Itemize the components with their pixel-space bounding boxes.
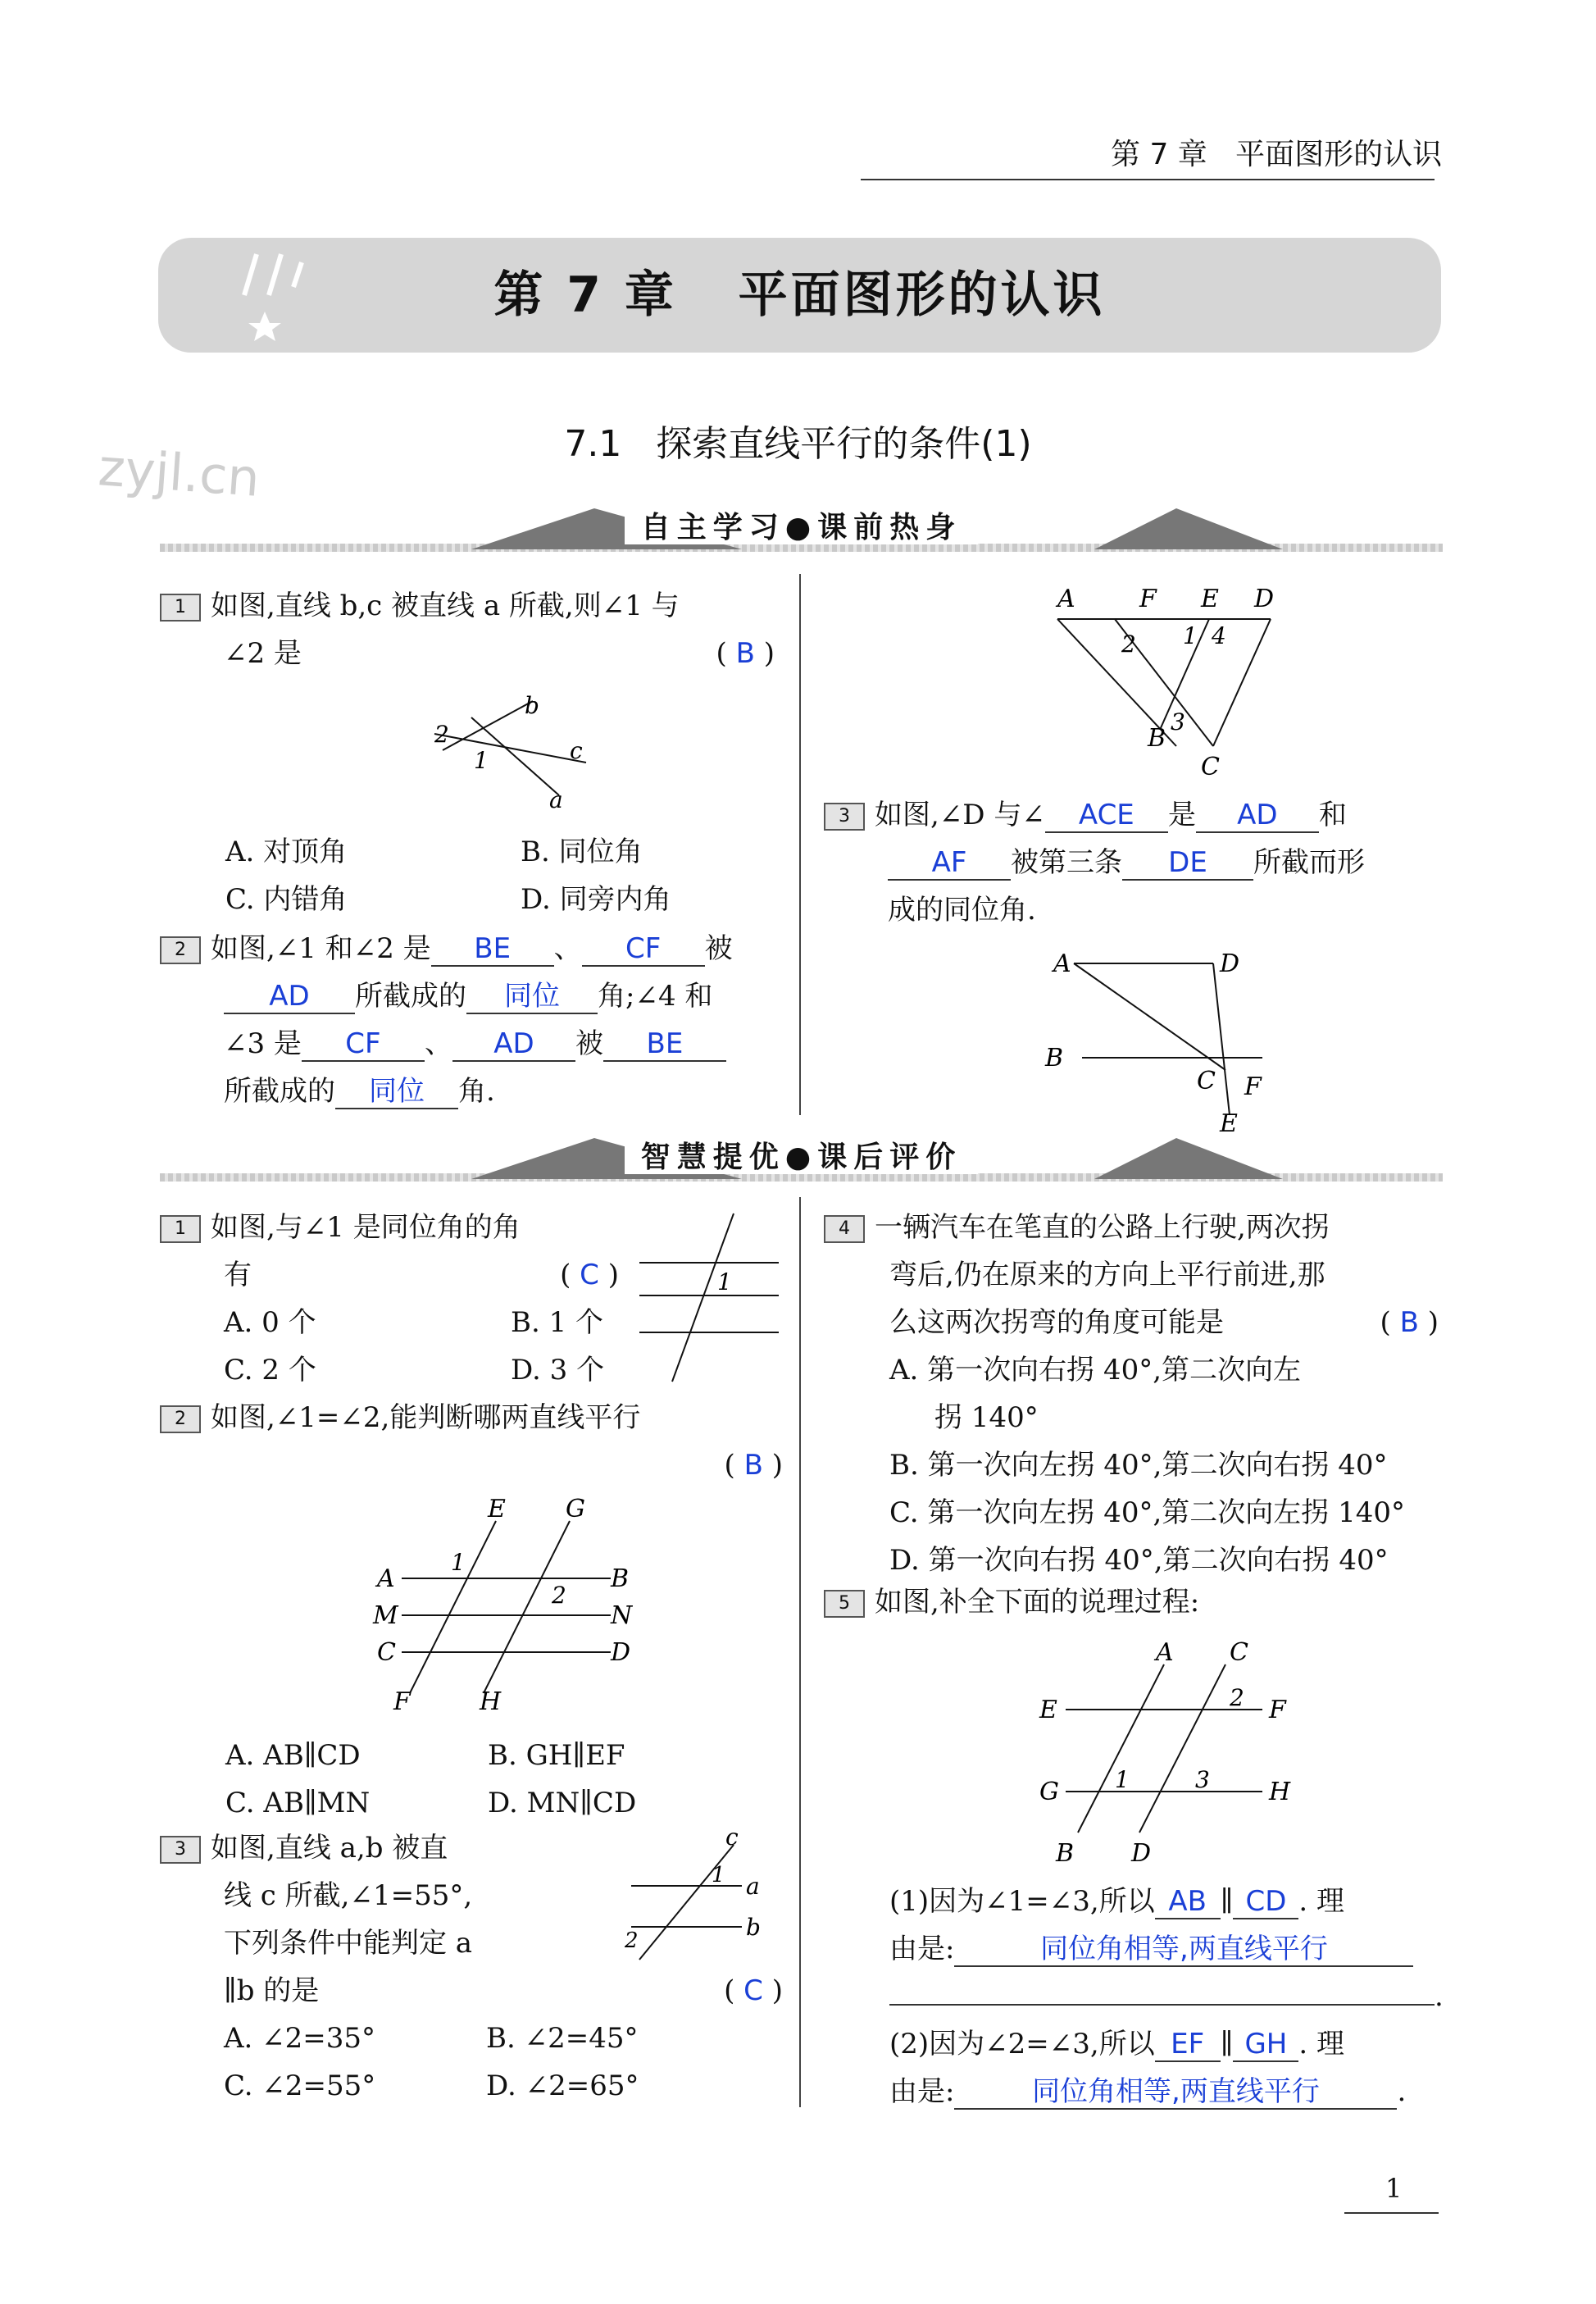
- question-text: 由是:: [889, 2075, 955, 2108]
- svg-text:E: E: [1220, 1109, 1238, 1138]
- fill-blank[interactable]: 同位: [466, 980, 598, 1014]
- fill-blank[interactable]: CD: [1233, 1885, 1298, 1919]
- p1-q3-figure-lines: [1033, 943, 1295, 1140]
- option[interactable]: A. AB∥CD: [225, 1739, 361, 1772]
- question-text: . 理: [1298, 2028, 1345, 2060]
- p2-q2-figure: [365, 1496, 660, 1718]
- question-number: 2: [160, 936, 201, 964]
- option[interactable]: C. AB∥MN: [225, 1787, 371, 1819]
- header-rule: [861, 179, 1435, 180]
- svg-text:A: A: [1057, 585, 1075, 613]
- parallel-symbol: ∥: [1220, 1885, 1234, 1918]
- chapter-title: 第 7 章 平面图形的认识: [493, 266, 1106, 324]
- question-text: 由是:: [889, 1933, 955, 1965]
- option[interactable]: D. MN∥CD: [488, 1787, 637, 1819]
- option[interactable]: C. 内错角: [225, 883, 348, 916]
- fill-blank-continued[interactable]: [889, 2004, 1435, 2006]
- p1-question-1: 1 如图,直线 b,c 被直线 a 所截,则∠1 与 ∠2 是 ( B ): [160, 582, 783, 677]
- option[interactable]: D. 同旁内角: [521, 883, 671, 916]
- svg-text:B: B: [1045, 1044, 1064, 1072]
- fill-blank[interactable]: AD: [224, 980, 355, 1014]
- fill-blank[interactable]: 同位: [335, 1075, 458, 1109]
- svg-text:2: 2: [552, 1582, 566, 1609]
- p2-question-3: 3 如图,直线 a,b 被直 线 c 所截,∠1=55°, 下列条件中能判定 a ∥b 的是 ( C ) A. ∠2=35° B. ∠2=45° C. ∠2=55° D. ∠2=65°: [160, 1824, 791, 2110]
- svg-text:a: a: [746, 1873, 760, 1900]
- svg-text:G: G: [1039, 1778, 1059, 1806]
- question-text: 角;∠4 和: [598, 980, 713, 1013]
- question-text: 一辆汽车在笔直的公路上行驶,两次拐: [875, 1211, 1330, 1244]
- question-text: 如图,与∠1 是同位角的角: [211, 1211, 521, 1244]
- question-text: 么这两次拐弯的角度可能是: [889, 1306, 1224, 1339]
- question-number: 1: [160, 594, 201, 622]
- svg-text:1: 1: [712, 1863, 725, 1887]
- question-text: 如图,∠1=∠2,能判断哪两直线平行: [211, 1401, 641, 1434]
- option[interactable]: D. 3 个: [511, 1354, 605, 1386]
- option[interactable]: A. 第一次向右拐 40°,第二次向左: [889, 1354, 1302, 1386]
- p2-question-5: [824, 1578, 1447, 1626]
- option-continued: 拐 140°: [934, 1401, 1039, 1434]
- svg-text:1: 1: [1183, 622, 1198, 649]
- question-text: 如图,∠D 与∠: [875, 799, 1045, 831]
- punctuation: .: [1397, 2075, 1407, 2108]
- p2-question-2: 2 如图,∠1=∠2,能判断哪两直线平行 ( B ): [160, 1394, 791, 1489]
- column-divider-1: [799, 574, 801, 1115]
- question-text: (2)因为∠2=∠3,所以: [889, 2028, 1155, 2060]
- answer: C: [743, 1974, 763, 2007]
- fill-blank[interactable]: BE: [431, 932, 554, 967]
- svg-text:E: E: [1201, 585, 1219, 613]
- question-text: . 理: [1298, 1885, 1345, 1918]
- fill-blank[interactable]: CF: [582, 932, 705, 967]
- fill-blank[interactable]: 同位角相等,两直线平行: [954, 2075, 1397, 2110]
- option[interactable]: B. 同位角: [521, 836, 643, 868]
- running-header: [1111, 131, 1442, 173]
- option[interactable]: D. ∠2=65°: [486, 2070, 639, 2102]
- watermark: zyjl.cn: [96, 437, 262, 508]
- svg-text:c: c: [725, 1824, 739, 1851]
- answer: B: [1399, 1306, 1419, 1339]
- fill-blank[interactable]: AD: [1196, 799, 1319, 833]
- question-text: ∠2 是: [224, 637, 302, 670]
- svg-text:2: 2: [1121, 631, 1136, 658]
- question-text: 是: [1167, 799, 1196, 831]
- answer: C: [580, 1259, 599, 1291]
- question-text: 被: [575, 1027, 603, 1060]
- fill-blank[interactable]: 同位角相等,两直线平行: [954, 1933, 1413, 1967]
- page-number: 1: [1385, 2173, 1403, 2204]
- svg-text:2: 2: [434, 721, 449, 748]
- svg-text:2: 2: [625, 1928, 639, 1953]
- svg-text:D: D: [1254, 585, 1275, 613]
- fill-blank[interactable]: ACE: [1045, 799, 1168, 833]
- question-text: 有: [224, 1259, 252, 1291]
- question-text: 如图,补全下面的说理过程:: [875, 1586, 1200, 1619]
- answer: B: [735, 637, 755, 670]
- parallel-symbol: ∥: [1220, 2028, 1234, 2060]
- band-post-class: [160, 1134, 1443, 1191]
- option[interactable]: B. 第一次向左拐 40°,第二次向右拐 40°: [889, 1449, 1388, 1482]
- question-number: 4: [824, 1215, 865, 1243]
- p2-q2-options: [225, 1732, 799, 1827]
- svg-text:F: F: [393, 1687, 411, 1716]
- svg-text:F: F: [1139, 585, 1157, 613]
- p2-q5-figure: [1033, 1632, 1312, 1869]
- header-chapter-title: 平面图形的认识: [1235, 138, 1443, 171]
- band2-title: 智慧提优●课后评价: [625, 1141, 978, 1174]
- option[interactable]: A. 对顶角: [225, 836, 348, 868]
- option[interactable]: C. 第一次向左拐 40°,第二次向左拐 140°: [889, 1496, 1405, 1529]
- svg-text:b: b: [525, 693, 539, 719]
- svg-text:B: B: [1148, 724, 1166, 753]
- question-text: 所截而形: [1253, 846, 1365, 879]
- fill-blank[interactable]: CF: [302, 1027, 425, 1062]
- svg-text:H: H: [1269, 1778, 1291, 1806]
- fill-blank[interactable]: DE: [1122, 846, 1253, 881]
- svg-text:F: F: [1269, 1696, 1286, 1724]
- svg-text:B: B: [611, 1564, 630, 1593]
- svg-text:C: C: [377, 1638, 396, 1667]
- option[interactable]: B. GH∥EF: [488, 1739, 625, 1772]
- svg-text:M: M: [373, 1601, 398, 1630]
- svg-text:D: D: [1220, 949, 1240, 978]
- question-number: 3: [160, 1836, 201, 1864]
- fill-blank[interactable]: GH: [1233, 2028, 1298, 2062]
- option[interactable]: A. ∠2=35°: [224, 2022, 376, 2055]
- band1-title: 自主学习●课前热身: [625, 511, 978, 544]
- svg-text:H: H: [480, 1687, 502, 1716]
- svg-text:C: C: [1201, 753, 1220, 781]
- option[interactable]: A. 0 个: [224, 1306, 316, 1339]
- question-text: 和: [1318, 799, 1347, 831]
- question-text: ∥b 的是: [224, 1974, 320, 2007]
- svg-text:c: c: [570, 737, 583, 764]
- question-text: 角.: [458, 1075, 495, 1108]
- question-text: (1)因为∠1=∠3,所以: [889, 1885, 1155, 1918]
- svg-text:a: a: [549, 786, 563, 813]
- question-number: 1: [160, 1215, 201, 1243]
- fill-blank[interactable]: AD: [452, 1027, 575, 1062]
- question-text: 如图,∠1 和∠2 是: [211, 932, 431, 965]
- fill-blank[interactable]: EF: [1155, 2028, 1221, 2062]
- svg-text:2: 2: [1230, 1684, 1244, 1711]
- answer: B: [743, 1449, 763, 1482]
- svg-text:C: C: [1197, 1067, 1216, 1095]
- svg-text:F: F: [1244, 1072, 1262, 1101]
- p2-question-1: 1 如图,与∠1 是同位角的角 有 ( C ) A. 0 个 B. 1 个 C. 2 个 D. 3 个: [160, 1204, 619, 1394]
- option[interactable]: C. 2 个: [224, 1354, 316, 1386]
- column-divider-2: [799, 1197, 801, 2107]
- question-text: 成的同位角.: [888, 894, 1036, 927]
- svg-text:N: N: [611, 1601, 633, 1630]
- p1-q1-options: [225, 828, 799, 923]
- svg-text:3: 3: [1171, 708, 1185, 735]
- question-text: 被: [704, 932, 733, 965]
- svg-text:1: 1: [474, 747, 489, 774]
- header-chapter: 第 7 章: [1111, 138, 1207, 171]
- p1-question-3: [824, 791, 1447, 934]
- p2-q5-reasoning: [889, 1878, 1447, 2115]
- question-number: 2: [160, 1405, 201, 1433]
- svg-text:A: A: [377, 1564, 395, 1593]
- section-title: 7.1 探索直线平行的条件(1): [564, 423, 1032, 465]
- question-text: 如图,直线 a,b 被直: [211, 1832, 448, 1865]
- question-text: 下列条件中能判定 a: [224, 1927, 473, 1960]
- svg-text:D: D: [1131, 1839, 1152, 1868]
- option[interactable]: D. 第一次向右拐 40°,第二次向右拐 40°: [889, 1544, 1389, 1577]
- svg-text:D: D: [611, 1638, 631, 1667]
- question-text: 如图,直线 b,c 被直线 a 所截,则∠1 与: [211, 590, 680, 622]
- question-number: 3: [824, 803, 865, 831]
- svg-text:4: 4: [1212, 622, 1226, 649]
- p1-q3-figure-triangle: [1033, 574, 1312, 787]
- p2-q1-figure: [631, 1205, 795, 1386]
- svg-text:b: b: [746, 1914, 761, 1941]
- svg-text:A: A: [1156, 1638, 1174, 1667]
- separator: 、: [424, 1027, 452, 1060]
- fill-blank[interactable]: AF: [888, 846, 1011, 881]
- svg-text:3: 3: [1195, 1766, 1210, 1793]
- question-text: 线 c 所截,∠1=55°,: [224, 1879, 473, 1912]
- svg-text:G: G: [566, 1496, 585, 1523]
- question-number: 5: [824, 1590, 865, 1618]
- footer-rule: [1344, 2212, 1439, 2214]
- svg-text:1: 1: [717, 1268, 732, 1295]
- p2-question-4: 4 一辆汽车在笔直的公路上行驶,两次拐 弯后,仍在原来的方向上平行前进,那 么这两次拐弯的角度可能是 ( B ) A. 第一次向右拐 40°,第二次向左 拐 140° B. 第一次向左拐 40°,第二次向右拐 40° C. 第一次向左拐 40°,第二次向左拐 140° D. 第一次向右拐 40°,第二次向右拐 40°: [824, 1204, 1447, 1584]
- band-pre-class: [160, 504, 1443, 562]
- svg-text:1: 1: [1115, 1766, 1130, 1793]
- fill-blank[interactable]: AB: [1155, 1885, 1221, 1919]
- fill-blank[interactable]: BE: [603, 1027, 726, 1062]
- svg-text:C: C: [1230, 1638, 1248, 1667]
- svg-text:A: A: [1053, 949, 1071, 978]
- question-text: 弯后,仍在原来的方向上平行前进,那: [889, 1259, 1325, 1291]
- svg-text:B: B: [1056, 1839, 1075, 1868]
- question-text: 被第三条: [1011, 846, 1122, 879]
- p2-q3-figure: [615, 1824, 779, 1972]
- separator: 、: [553, 932, 582, 965]
- question-text: ∠3 是: [224, 1027, 302, 1060]
- question-text: 所截成的: [355, 980, 466, 1013]
- svg-text:E: E: [488, 1496, 506, 1523]
- question-text: 所截成的: [224, 1075, 335, 1108]
- p1-q1-figure: [410, 693, 623, 816]
- option[interactable]: C. ∠2=55°: [224, 2070, 376, 2102]
- p1-question-2: [160, 925, 791, 1115]
- svg-text:E: E: [1039, 1696, 1057, 1724]
- punctuation: .: [1435, 1980, 1444, 2013]
- svg-text:1: 1: [451, 1549, 466, 1576]
- option[interactable]: B. ∠2=45°: [486, 2022, 639, 2055]
- option[interactable]: B. 1 个: [511, 1306, 604, 1339]
